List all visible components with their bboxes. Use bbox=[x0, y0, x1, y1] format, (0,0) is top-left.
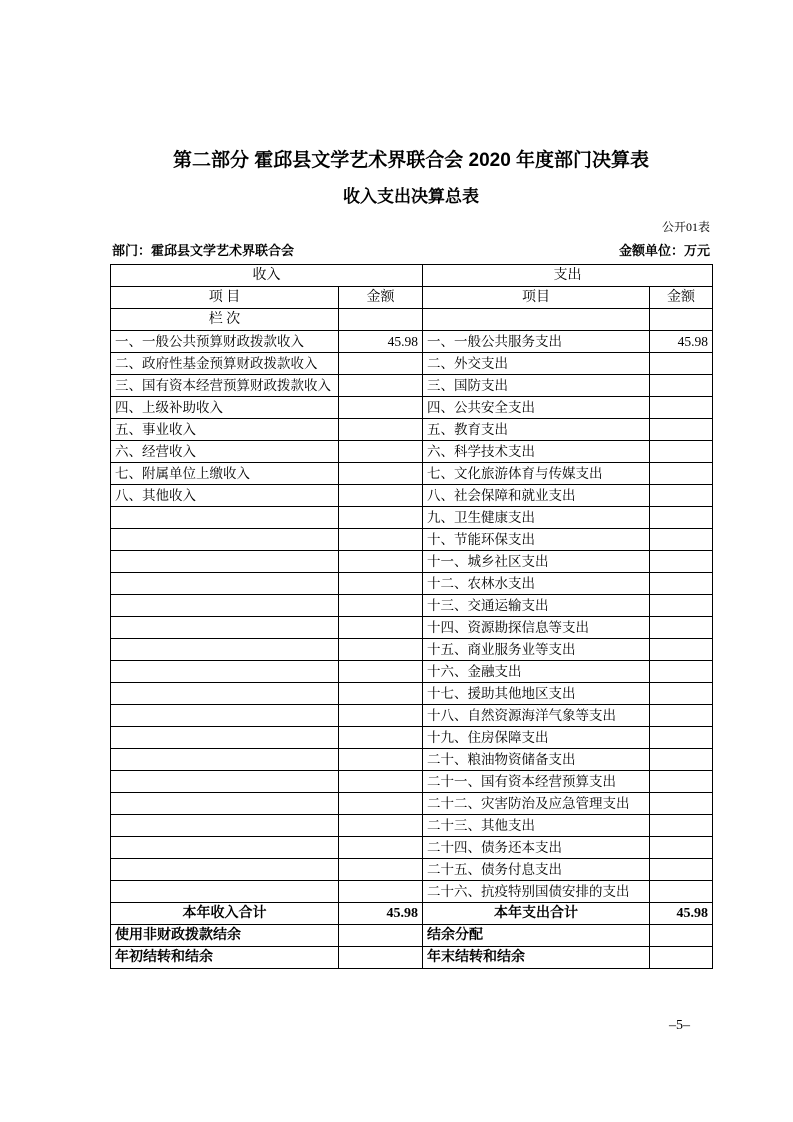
table-row bbox=[111, 859, 713, 881]
income-item-cell: 六、经营收入 bbox=[111, 441, 339, 463]
table-row bbox=[111, 881, 713, 903]
expense-item-cell: 二十三、其他支出 bbox=[423, 815, 650, 837]
income-item-cell: 一、一般公共预算财政拨款收入 bbox=[111, 331, 339, 353]
income-amount-cell bbox=[339, 683, 423, 705]
income-item-cell bbox=[111, 727, 339, 749]
income-amount-cell bbox=[339, 485, 423, 507]
expense-amount-cell bbox=[650, 595, 713, 617]
document-content bbox=[110, 0, 712, 969]
expense-item-cell: 三、国防支出 bbox=[423, 375, 650, 397]
page-subtitle: 收入支出决算总表 bbox=[343, 187, 479, 206]
expense-amount-cell bbox=[650, 683, 713, 705]
income-item-cell: 七、附属单位上缴收入 bbox=[111, 463, 339, 485]
expense-amount-cell bbox=[650, 793, 713, 815]
income-expense-summary-table bbox=[110, 264, 713, 969]
table-header bbox=[111, 265, 713, 331]
income-item-cell: 四、上级补助收入 bbox=[111, 397, 339, 419]
income-amount-cell bbox=[339, 573, 423, 595]
expense-item-cell: 二十一、国有资本经营预算支出 bbox=[423, 771, 650, 793]
expense-amount-header: 金额 bbox=[650, 287, 713, 309]
income-amount-cell bbox=[339, 859, 423, 881]
expense-item-header: 项目 bbox=[423, 287, 650, 309]
income-item-cell bbox=[111, 881, 339, 903]
table-row bbox=[111, 947, 713, 969]
table-row bbox=[111, 617, 713, 639]
income-amount-header: 金额 bbox=[339, 287, 423, 309]
expense-item-cell: 十四、资源勘探信息等支出 bbox=[423, 617, 650, 639]
expense-item-cell: 四、公共安全支出 bbox=[423, 397, 650, 419]
expense-amount-cell bbox=[650, 837, 713, 859]
expense-amount-cell bbox=[650, 661, 713, 683]
page-number: –5– bbox=[669, 1018, 690, 1033]
income-amount-cell bbox=[339, 463, 423, 485]
expense-item-cell: 二十二、灾害防治及应急管理支出 bbox=[423, 793, 650, 815]
income-amount-cell bbox=[339, 507, 423, 529]
expense-item-cell: 十六、金融支出 bbox=[423, 661, 650, 683]
expense-amount-cell bbox=[650, 551, 713, 573]
department-label: 部门：霍邱县文学艺术界联合会 bbox=[112, 243, 295, 258]
table-row bbox=[111, 331, 713, 353]
expense-amount-cell bbox=[650, 881, 713, 903]
expense-item-cell: 一、一般公共服务支出 bbox=[423, 331, 650, 353]
income-amount-cell bbox=[339, 617, 423, 639]
income-amount-cell bbox=[339, 441, 423, 463]
expense-amount-cell bbox=[650, 375, 713, 397]
expense-item-cell: 十二、农林水支出 bbox=[423, 573, 650, 595]
expense-item-cell: 二十四、债务还本支出 bbox=[423, 837, 650, 859]
income-amount-cell bbox=[339, 705, 423, 727]
expense-item-cell: 本年支出合计 bbox=[423, 903, 650, 925]
expense-item-cell: 十七、援助其他地区支出 bbox=[423, 683, 650, 705]
expense-amount-cell bbox=[650, 771, 713, 793]
income-item-cell bbox=[111, 573, 339, 595]
income-item-header: 项 目 bbox=[111, 287, 339, 309]
income-item-cell bbox=[111, 837, 339, 859]
income-amount-cell bbox=[339, 551, 423, 573]
table-row bbox=[111, 441, 713, 463]
expense-amount-cell bbox=[650, 441, 713, 463]
expense-item-cell: 七、文化旅游体育与传媒支出 bbox=[423, 463, 650, 485]
expense-amount-cell bbox=[650, 617, 713, 639]
header-row-sections bbox=[111, 265, 713, 287]
expense-item-cell: 十九、住房保障支出 bbox=[423, 727, 650, 749]
income-amount-cell bbox=[339, 727, 423, 749]
expense-section-header: 支出 bbox=[423, 265, 713, 287]
income-item-cell bbox=[111, 507, 339, 529]
income-item-cell: 八、其他收入 bbox=[111, 485, 339, 507]
table-body bbox=[111, 331, 713, 969]
expense-item-cell: 二十、粮油物资储备支出 bbox=[423, 749, 650, 771]
expense-amount-cell bbox=[650, 353, 713, 375]
income-item-cell: 本年收入合计 bbox=[111, 903, 339, 925]
income-item-cell: 使用非财政拨款结余 bbox=[111, 925, 339, 947]
expense-amount-cell: 45.98 bbox=[650, 331, 713, 353]
income-item-cell bbox=[111, 529, 339, 551]
empty-cell bbox=[650, 309, 713, 331]
income-amount-cell bbox=[339, 793, 423, 815]
income-item-cell bbox=[111, 661, 339, 683]
page-title: 第二部分 霍邱县文学艺术界联合会 2020 年度部门决算表 bbox=[172, 150, 650, 171]
income-item-cell: 年初结转和结余 bbox=[111, 947, 339, 969]
expense-amount-cell bbox=[650, 573, 713, 595]
income-item-cell bbox=[111, 749, 339, 771]
table-row bbox=[111, 749, 713, 771]
header-row-lanci bbox=[111, 309, 713, 331]
expense-amount-cell: 45.98 bbox=[650, 903, 713, 925]
table-row bbox=[111, 463, 713, 485]
expense-amount-cell bbox=[650, 507, 713, 529]
expense-item-cell: 六、科学技术支出 bbox=[423, 441, 650, 463]
expense-amount-cell bbox=[650, 485, 713, 507]
expense-item-cell: 十八、自然资源海洋气象等支出 bbox=[423, 705, 650, 727]
expense-item-cell: 结余分配 bbox=[423, 925, 650, 947]
table-row bbox=[111, 903, 713, 925]
table-row bbox=[111, 551, 713, 573]
income-item-cell bbox=[111, 617, 339, 639]
table-meta-row bbox=[110, 240, 712, 261]
income-amount-cell bbox=[339, 815, 423, 837]
income-amount-cell bbox=[339, 397, 423, 419]
table-row bbox=[111, 397, 713, 419]
expense-item-cell: 二、外交支出 bbox=[423, 353, 650, 375]
income-amount-cell bbox=[339, 661, 423, 683]
table-row bbox=[111, 375, 713, 397]
income-item-cell bbox=[111, 815, 339, 837]
income-item-cell bbox=[111, 683, 339, 705]
income-item-cell bbox=[111, 551, 339, 573]
table-row bbox=[111, 573, 713, 595]
expense-amount-cell bbox=[650, 859, 713, 881]
table-row bbox=[111, 705, 713, 727]
income-item-cell: 二、政府性基金预算财政拨款收入 bbox=[111, 353, 339, 375]
income-amount-cell: 45.98 bbox=[339, 331, 423, 353]
table-row bbox=[111, 419, 713, 441]
unit-label: 金额单位：万元 bbox=[618, 243, 710, 258]
expense-amount-cell bbox=[650, 815, 713, 837]
table-code: 公开01表 bbox=[661, 220, 710, 234]
expense-item-cell: 二十六、抗疫特别国债安排的支出 bbox=[423, 881, 650, 903]
expense-item-cell: 年末结转和结余 bbox=[423, 947, 650, 969]
income-item-cell bbox=[111, 859, 339, 881]
income-amount-cell bbox=[339, 353, 423, 375]
income-amount-cell: 45.98 bbox=[339, 903, 423, 925]
expense-amount-cell bbox=[650, 705, 713, 727]
expense-amount-cell bbox=[650, 925, 713, 947]
income-amount-cell bbox=[339, 771, 423, 793]
income-item-cell bbox=[111, 595, 339, 617]
income-amount-cell bbox=[339, 837, 423, 859]
empty-cell bbox=[423, 309, 650, 331]
income-amount-cell bbox=[339, 749, 423, 771]
expense-item-cell: 十三、交通运输支出 bbox=[423, 595, 650, 617]
income-section-header: 收入 bbox=[111, 265, 423, 287]
table-row bbox=[111, 837, 713, 859]
table-row bbox=[111, 793, 713, 815]
expense-item-cell: 十、节能环保支出 bbox=[423, 529, 650, 551]
expense-amount-cell bbox=[650, 727, 713, 749]
table-row bbox=[111, 815, 713, 837]
expense-item-cell: 五、教育支出 bbox=[423, 419, 650, 441]
income-item-cell: 五、事业收入 bbox=[111, 419, 339, 441]
income-amount-cell bbox=[339, 925, 423, 947]
expense-amount-cell bbox=[650, 397, 713, 419]
table-row bbox=[111, 661, 713, 683]
table-row bbox=[111, 353, 713, 375]
income-item-cell: 三、国有资本经营预算财政拨款收入 bbox=[111, 375, 339, 397]
table-row bbox=[111, 529, 713, 551]
empty-cell bbox=[339, 309, 423, 331]
table-row bbox=[111, 771, 713, 793]
expense-amount-cell bbox=[650, 419, 713, 441]
income-amount-cell bbox=[339, 595, 423, 617]
income-amount-cell bbox=[339, 375, 423, 397]
income-amount-cell bbox=[339, 529, 423, 551]
table-row bbox=[111, 595, 713, 617]
expense-amount-cell bbox=[650, 947, 713, 969]
expense-item-cell: 九、卫生健康支出 bbox=[423, 507, 650, 529]
income-amount-cell bbox=[339, 639, 423, 661]
table-row bbox=[111, 925, 713, 947]
expense-item-cell: 十一、城乡社区支出 bbox=[423, 551, 650, 573]
expense-amount-cell bbox=[650, 749, 713, 771]
income-amount-cell bbox=[339, 947, 423, 969]
income-item-cell bbox=[111, 771, 339, 793]
income-item-cell bbox=[111, 705, 339, 727]
table-row bbox=[111, 485, 713, 507]
lanci-cell: 栏 次 bbox=[111, 309, 339, 331]
table-row bbox=[111, 683, 713, 705]
income-amount-cell bbox=[339, 881, 423, 903]
expense-amount-cell bbox=[650, 639, 713, 661]
header-row-columns bbox=[111, 287, 713, 309]
expense-item-cell: 十五、商业服务业等支出 bbox=[423, 639, 650, 661]
income-amount-cell bbox=[339, 419, 423, 441]
income-item-cell bbox=[111, 639, 339, 661]
expense-item-cell: 八、社会保障和就业支出 bbox=[423, 485, 650, 507]
expense-amount-cell bbox=[650, 529, 713, 551]
expense-item-cell: 二十五、债务付息支出 bbox=[423, 859, 650, 881]
expense-amount-cell bbox=[650, 463, 713, 485]
table-row bbox=[111, 507, 713, 529]
table-row bbox=[111, 727, 713, 749]
income-item-cell bbox=[111, 793, 339, 815]
table-row bbox=[111, 639, 713, 661]
